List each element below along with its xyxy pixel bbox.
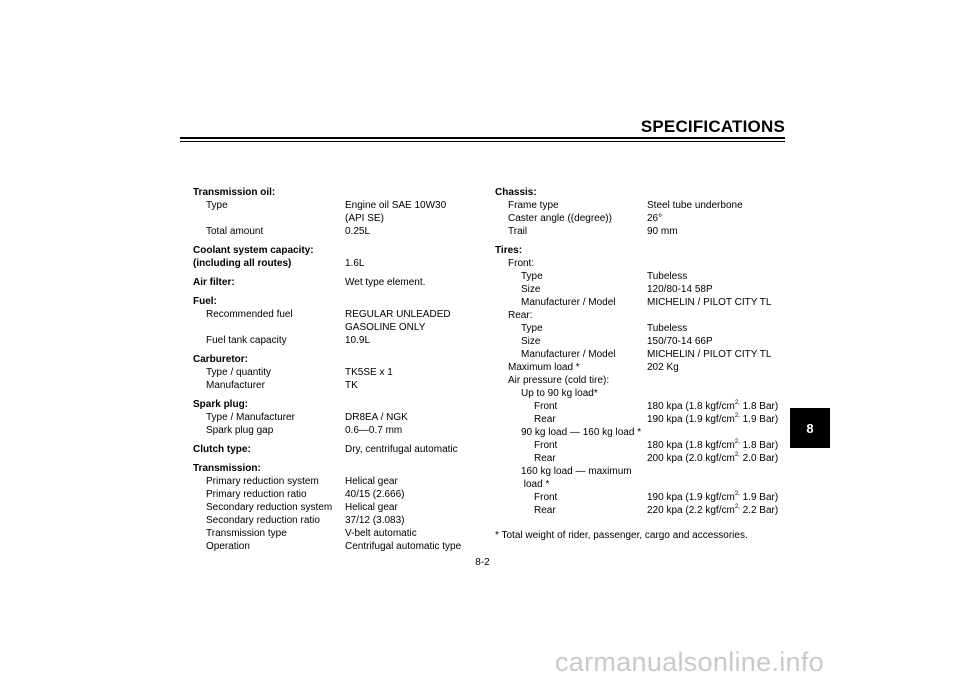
coolant-heading: Coolant system capacity: [193,245,314,256]
chassis-heading: Chassis: [495,187,537,198]
page-title: SPECIFICATIONS [640,117,785,136]
spec-value [647,452,778,465]
spec-label: 90 kg load — 160 kg load * [521,427,642,438]
spec-value: 10.9L [345,335,371,346]
spec-value: Wet type element. [345,277,426,288]
spec-value [647,400,778,413]
pressure-text: 200 kpa (2.0 kgf/cm [647,453,735,464]
tires-rear-label: Rear: [508,310,533,321]
spec-label: Secondary reduction system [206,502,333,513]
section-tab: 8 [790,408,830,448]
air-filter-heading: Air filter: [193,277,235,288]
spec-label: Total amount [206,226,264,237]
pressure-text: 1.9 Bar) [739,492,779,503]
spec-label: Rear [534,453,556,464]
spec-column-right [495,186,785,517]
spec-value: REGULAR UNLEADED [345,309,451,320]
spec-value: Engine oil SAE 10W30 [345,200,447,211]
spec-value [647,491,778,504]
spec-value: Helical gear [345,502,398,513]
spark-plug-heading: Spark plug: [193,399,249,410]
spec-value: (API SE) [345,213,384,224]
pressure-text: 190 kpa (1.9 kgf/cm [647,414,735,425]
spec-label: 160 kg load — maximum [521,466,632,477]
spec-value: TK [345,380,358,391]
spec-value: GASOLINE ONLY [345,322,426,333]
spec-label: Air pressure (cold tire): [508,375,610,386]
spec-label: Type [206,200,228,211]
spec-value [647,504,778,517]
carburetor-heading: Carburetor: [193,354,249,365]
spec-value: Dry, centrifugal automatic [345,444,458,455]
spec-value [647,413,778,426]
spec-value [647,439,778,452]
spec-value: MICHELIN / PILOT CITY TL [647,297,772,308]
spec-value: Steel tube underbone [647,200,743,211]
spec-label: Maximum load * [508,362,580,373]
spec-value: 1.6L [345,258,365,269]
spec-value: Tubeless [647,323,688,334]
spec-label: Up to 90 kg load* [521,388,598,399]
spec-label: Manufacturer [206,380,265,391]
spec-label: Recommended fuel [206,309,293,320]
clutch-heading: Clutch type: [193,444,251,455]
pressure-text: 1.8 Bar) [739,401,779,412]
pressure-text: 2.2 Bar) [739,505,779,516]
spec-label: Fuel tank capacity [206,335,287,346]
tires-front-label: Front: [508,258,535,269]
spec-label: Type [521,323,543,334]
spec-label: Type [521,271,543,282]
pressure-text: 2.0 Bar) [739,453,779,464]
spec-label: Manufacturer / Model [521,349,616,360]
spec-label: Type / Manufacturer [206,412,295,423]
spec-value: 150/70-14 66P [647,336,713,347]
superscript: 2, [734,439,740,445]
spec-value: MICHELIN / PILOT CITY TL [647,349,772,360]
spec-label: Caster angle ((degree)) [508,213,612,224]
spec-label: Front [534,401,558,412]
spec-label: Trail [508,226,528,237]
pressure-text: 220 kpa (2.2 kgf/cm [647,505,735,516]
spec-value: Helical gear [345,476,398,487]
spec-label: Spark plug gap [206,425,274,436]
transmission-oil-heading: Transmission oil: [193,187,276,198]
tires-heading: Tires: [495,245,523,256]
superscript: 2, [734,452,740,458]
watermark: carmanualsonline.info [555,647,824,677]
spec-value: 26° [647,213,663,224]
spec-value: DR8EA / NGK [345,412,408,423]
spec-label: Size [521,336,541,347]
pressure-text: 1.8 Bar) [739,440,779,451]
spec-label: Manufacturer / Model [521,297,616,308]
title-rule [180,137,785,142]
spec-value: 40/15 (2.666) [345,489,405,500]
superscript: 2, [734,491,740,497]
spec-value: 0.6—0.7 mm [345,425,403,436]
spec-label: Front [534,492,558,503]
superscript: 2, [734,413,740,419]
spec-value: 202 Kg [647,362,679,373]
page-number: 8-2 [475,557,490,568]
transmission-heading: Transmission: [193,463,261,474]
spec-label: Front [534,440,558,451]
spec-label: Primary reduction system [206,476,319,487]
superscript: 2, [734,400,740,406]
pressure-text: 1.9 Bar) [739,414,779,425]
spec-label: Type / quantity [206,367,272,378]
spec-label: Operation [206,541,250,552]
spec-value: Centrifugal automatic type [345,541,462,552]
footnote: * Total weight of rider, passenger, cargo and accessories. [495,530,748,541]
pressure-text: 190 kpa (1.9 kgf/cm [647,492,735,503]
spec-value: 0.25L [345,226,371,237]
pressure-text: 180 kpa (1.8 kgf/cm [647,440,735,451]
spec-column-left [193,186,473,553]
superscript: 2, [734,504,740,510]
spec-value: 120/80-14 58P [647,284,713,295]
spec-label: Frame type [508,200,559,211]
spec-label: Size [521,284,541,295]
spec-value: V-belt automatic [345,528,417,539]
pressure-text: 180 kpa (1.8 kgf/cm [647,401,735,412]
spec-value: Tubeless [647,271,688,282]
spec-value: 90 mm [647,226,678,237]
spec-label: Primary reduction ratio [206,489,307,500]
fuel-heading: Fuel: [193,296,217,307]
spec-label: Transmission type [206,528,287,539]
spec-label: Rear [534,505,556,516]
spec-value: TK5SE x 1 [345,367,393,378]
spec-label: load * [521,479,550,490]
spec-label: Rear [534,414,556,425]
spec-label: Secondary reduction ratio [206,515,320,526]
coolant-heading-sub: (including all routes) [193,258,292,269]
spec-value: 37/12 (3.083) [345,515,405,526]
